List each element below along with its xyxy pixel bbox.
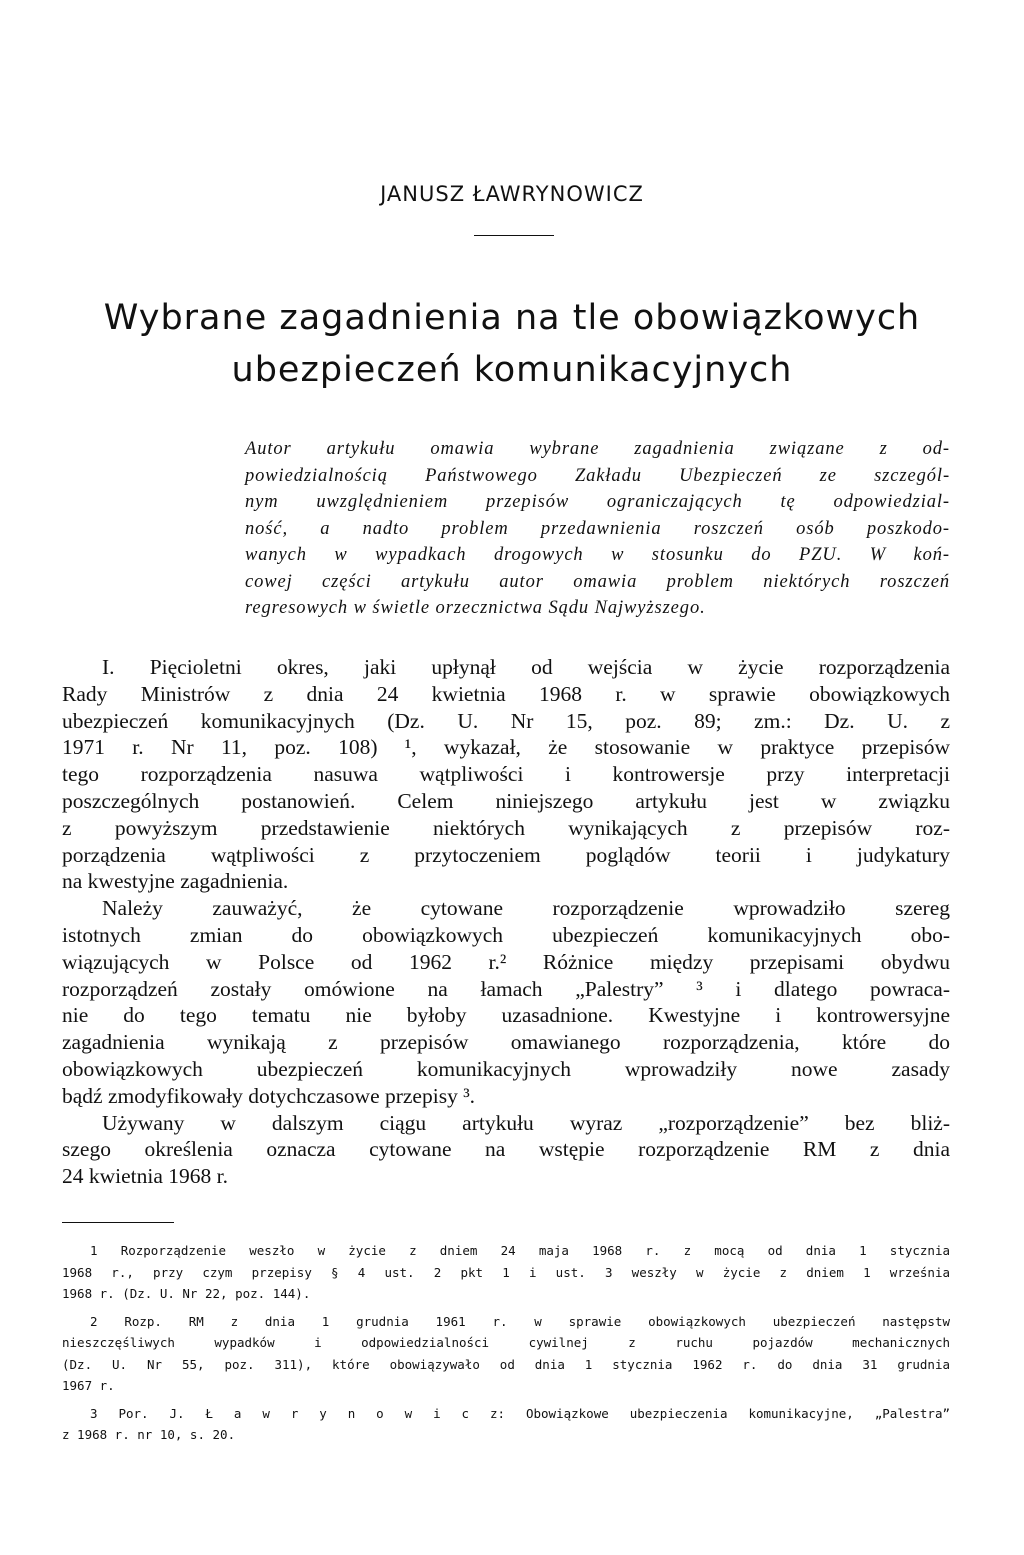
footnote-line: 1968 r., przy czym przepisy § 4 ust. 2 pkt 1 i ust. 3 weszły w życie z dniem 1 września bbox=[62, 1264, 950, 1280]
body-line: 24 kwietnia 1968 r. bbox=[62, 1164, 229, 1189]
author-divider bbox=[474, 235, 554, 236]
body-line: I. Pięcioletni okres, jaki upłynął od wejścia w życie rozporządzenia bbox=[102, 655, 950, 679]
footnote-line: 3 Por. J. Ł a w r y n o w i c z: Obowiązkowe ubezpieczenia komunikacyjne, „Palestra” bbox=[90, 1405, 950, 1421]
title-line: Wybrane zagadnienia na tle obowiązkowych bbox=[103, 298, 921, 338]
footnote-line: 2 Rozp. RM z dnia 1 grudnia 1961 r. w sprawie obowiązkowych ubezpieczeń następstw bbox=[90, 1313, 950, 1329]
footnote-line: 1 Rozporządzenie weszło w życie z dniem 24 maja 1968 r. z mocą od dnia 1 stycznia bbox=[90, 1243, 950, 1258]
abstract-line: powiedzialnością Państwowego Zakładu Ubezpieczeń ze szczegól- bbox=[245, 465, 950, 486]
body-line: zagadnienia wynikają z przepisów omawianego rozporządzenia, które do bbox=[62, 1030, 950, 1055]
article-body bbox=[62, 654, 950, 1190]
body-line: rozporządzeń zostały omówione na łamach „Palestry” ³ i dlatego powraca- bbox=[62, 976, 950, 1001]
body-line: 1971 r. Nr 11, poz. 108) ¹, wykazał, że stosowanie w praktyce przepisów bbox=[62, 735, 950, 760]
body-line: porządzenia wątpliwości z przytoczeniem poglądów teorii i judykatury bbox=[62, 842, 950, 867]
body-line: na kwestyjne zagadnienia. bbox=[62, 869, 289, 894]
body-line: Rady Ministrów z dnia 24 kwietnia 1968 r. w sprawie obowiązkowych bbox=[62, 681, 950, 706]
footnotes bbox=[62, 1240, 950, 1446]
body-line: Używany w dalszym ciągu artykułu wyraz „rozporządzenie” bez bliż- bbox=[102, 1110, 950, 1135]
body-line: szego określenia oznacza cytowane na wstępie rozporządzenie RM z dnia bbox=[62, 1137, 950, 1162]
body-line: bądź zmodyfikowały dotychczasowe przepisy ³. bbox=[62, 1083, 476, 1108]
title-line: ubezpieczeń komunikacyjnych bbox=[231, 350, 793, 390]
body-line: tego rozporządzenia nasuwa wątpliwości i kontrowersje przy interpretacji bbox=[62, 762, 950, 787]
body-line: poszczególnych postanowień. Celem niniejszego artykułu jest w związku bbox=[62, 788, 950, 813]
body-line: wiązujących w Polsce od 1962 r.² Różnice między przepisami obydwu bbox=[62, 949, 950, 974]
abstract-line: regresowych w świetle orzecznictwa Sądu Najwyższego. bbox=[245, 598, 706, 618]
body-line: istotnych zmian do obowiązkowych ubezpieczeń komunikacyjnych obo- bbox=[62, 922, 950, 947]
abstract-line: Autor artykułu omawia wybrane zagadnienia związane z od- bbox=[245, 439, 950, 459]
footnote-line: 1968 r. (Dz. U. Nr 22, poz. 144). bbox=[62, 1286, 311, 1301]
body-line: nie do tego tematu nie byłoby uzasadnione. Kwestyjne i kontrowersyjne bbox=[62, 1003, 950, 1028]
footnote-line: z 1968 r. nr 10, s. 20. bbox=[62, 1427, 236, 1442]
abstract-line: cowej części artykułu autor omawia problem niektórych roszczeń bbox=[245, 571, 950, 592]
abstract-line: wanych w wypadkach drogowych w stosunku do PZU. W koń- bbox=[245, 545, 950, 565]
footnote-line: (Dz. U. Nr 55, poz. 311), które obowiązywało od dnia 1 stycznia 1962 r. do dnia 31 grudnia bbox=[62, 1356, 950, 1372]
body-line: obowiązkowych ubezpieczeń komunikacyjnych wprowadziły nowe zasady bbox=[62, 1056, 950, 1081]
article-title bbox=[60, 292, 964, 396]
abstract-line: ność, a nadto problem przedawnienia roszczeń osób poszkodo- bbox=[245, 518, 950, 539]
footnote-line: 1967 r. bbox=[62, 1378, 115, 1393]
footnote-line: nieszczęśliwych wypadków i odpowiedzialności cywilnej z ruchu pojazdów mechanicznych bbox=[62, 1335, 950, 1350]
body-line: ubezpieczeń komunikacyjnych (Dz. U. Nr 15, poz. 89; zm.: Dz. U. z bbox=[62, 708, 950, 733]
author-name: JANUSZ ŁAWRYNOWICZ bbox=[380, 182, 644, 206]
body-line: Należy zauważyć, że cytowane rozporządzenie wprowadziło szereg bbox=[102, 896, 950, 921]
body-line: z powyższym przedstawienie niektórych wynikających z przepisów roz- bbox=[62, 815, 950, 840]
footnote-divider bbox=[62, 1222, 174, 1223]
article-abstract bbox=[245, 436, 950, 622]
abstract-line: nym uwzględnieniem przepisów ograniczających tę odpowiedzial- bbox=[245, 492, 950, 512]
